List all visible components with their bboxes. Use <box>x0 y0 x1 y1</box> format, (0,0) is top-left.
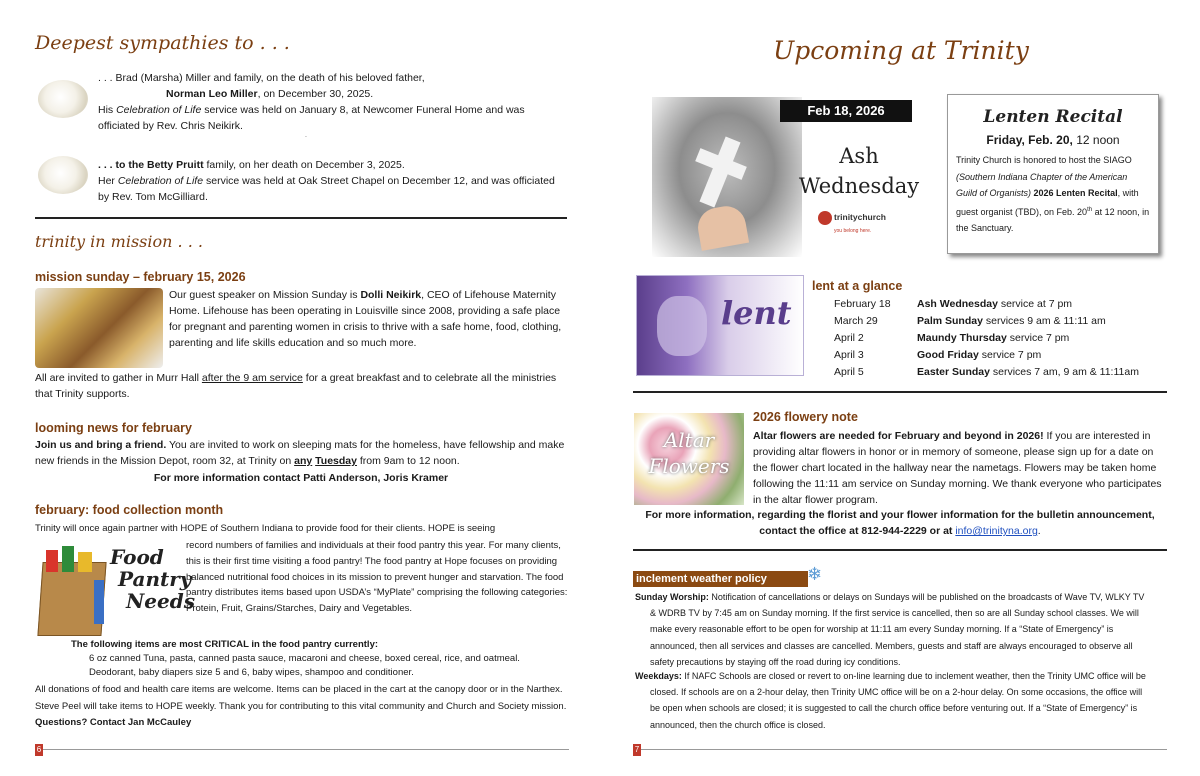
weather-heading: inclement weather policy <box>633 571 808 587</box>
lent-schedule <box>834 296 1164 381</box>
trinity-logo-text: trinitychurch <box>834 212 886 222</box>
lent-row: March 29 Palm Sunday services 9 am & 11:11 am <box>834 315 1106 327</box>
section-divider-right-2 <box>633 549 1167 551</box>
flowers-text: Altar flowers are needed for February and beyond in 2026! If you are interested in providing altar flowers in honor or in memory of someone, please sign up for a date on the flower chart located in the hallway near the nametags. Flowers may be taken home following the 11:11 am service on Sunday morning. We thank everyone who participates in the altar flower program. <box>753 430 1162 506</box>
white-rose-image-2 <box>38 156 88 194</box>
food-pantry-needs-graphic <box>36 540 195 640</box>
section-divider-right-1 <box>633 391 1167 393</box>
lenten-recital-title: Lenten Recital <box>983 107 1123 127</box>
lenten-recital-date: Friday, Feb. 20, 12 noon <box>986 133 1120 147</box>
sympathy-entry-1: . . . Brad (Marsha) Miller and family, on the death of his beloved father, Norman Leo Miller, on December 30, 2025. His Celebration of Life service was held on January 8, at Newcomer Funeral Home and was officiated by Rev. Chris Neikirk. <box>98 72 525 132</box>
trinity-tagline: you belong here. <box>834 228 872 234</box>
ash-date-badge: Feb 18, 2026 <box>780 100 912 122</box>
looming-heading: looming news for february <box>35 421 192 435</box>
snowflake-icon: ❄ <box>807 564 823 584</box>
altar-flowers-graphic <box>634 413 744 505</box>
trinity-logo-icon <box>818 211 832 225</box>
food-heading: february: food collection month <box>35 503 224 517</box>
section-divider <box>35 217 567 219</box>
lent-row: April 2 Maundy Thursday service 7 pm <box>834 332 1070 344</box>
food-critical-items: 6 oz canned Tuna, pasta, canned pasta sauce, macaroni and cheese, boxed cereal, rice, and oatmeal. Deodorant, baby diapers size 5 and 6, baby wipes, shampoo and conditioner. <box>89 653 520 678</box>
food-pantry-needs-text: Food Pantry Needs <box>110 545 195 613</box>
footer-line-left <box>35 749 569 750</box>
lent-row: April 5 Easter Sunday services 7 am, 9 am & 11:11am <box>834 366 1139 378</box>
lent-graphic <box>636 275 804 376</box>
lent-row: April 3 Good Friday service 7 pm <box>834 349 1042 361</box>
white-rose-image <box>38 80 88 118</box>
food-closing: All donations of food and health care items are welcome. Items can be placed in the cart at the canopy door or in the Narthex. Steve Peel will take items to HOPE weekly. Thank you for contributing to this vital community and Church and Society mission. Questions? Contact Jan McCauley <box>35 684 567 728</box>
food-text: record numbers of families and individuals at their food pantry this year. For many clients, this is their first time visiting a food pantry! The food pantry at Hope focuses on providing balanced nutritional food choices in its mission to prevent hunger and starvation. The food pantry distributes items based upon USDA’s “MyPlate” comprising the following categories: Protein, Fruit, Grains/Starches, Dairy and Vegetables. <box>186 540 568 615</box>
lent-heading: lent at a glance <box>812 279 903 293</box>
flowers-more-info: For more information, regarding the florist and your flower information for the bulletin announcement, contact the office at 812-944-2229 or at info@trinityna.org. <box>645 509 1155 537</box>
lenten-recital-text: Trinity Church is honored to host the SIAGO (Southern Indiana Chapter of the American Guild of Organists) 2026 Lenten Recital, with guest organist (TBD), on Feb. 20th at 12 noon, in the Sanctuary. <box>956 155 1150 233</box>
sympathy-title: Deepest sympathies to . . . <box>35 32 290 54</box>
page-number-left: 6 <box>36 745 42 754</box>
weather-sunday: Sunday Worship: Notification of cancellations or delays on Sundays will be published on the broadcasts of Wave TV, WLKY TV & WDRB TV by 7:45 am on Sunday morning. If the first service is cancelled, then so are all Sunday school classes. We will make every reasonable effort to be open for worship at 11:11 am every Sunday morning. If a “State of Emergency” is announced, then all services and classes are cancelled. Members, guests and staff are always encouraged to observe all safety precautions by staying off the road during icy conditions. <box>635 592 1145 667</box>
flowers-heading: 2026 flowery note <box>753 410 858 424</box>
ash-wednesday-graphic <box>652 97 937 257</box>
breakfast-casserole-image <box>35 288 163 368</box>
mission-title: trinity in mission . . . <box>35 232 203 251</box>
food-intro: Trinity will once again partner with HOPE of Southern Indiana to provide food for their clients. HOPE is seeing <box>35 523 496 534</box>
weather-weekdays: Weekdays: If NAFC Schools are closed or revert to on-line learning due to inclement weather, then the Trinity UMC office will be closed. If schools are on a 2-hour delay, then Trinity UMC office will be on a 2-hour delay. On some occasions, the office will be open when schools are closed; it is suggested to call the church office before venturing out. If a “State of Emergency” is announced, then the church office is closed. <box>635 671 1146 730</box>
page-number-right: 7 <box>634 745 640 754</box>
email-link[interactable]: info@trinityna.org <box>955 525 1038 537</box>
food-critical-heading: The following items are most CRITICAL in the food pantry currently: <box>71 639 379 650</box>
lenten-recital-box <box>947 94 1159 254</box>
looming-text: Join us and bring a friend. You are invited to work on sleeping mats for the homeless, have fellowship and make new friends in the Mission Depot, room 32, at Trinity on any Tuesday from 9am to 12 noon. <box>35 439 565 467</box>
mission-sunday-text: Our guest speaker on Mission Sunday is Dolli Neikirk, CEO of Lifehouse Maternity Home. Lifehouse has been operating in Louisville since 2008, providing a safe place for pregnant and parenting women in crisis to thrive with a safe home, food, clothing, parenting and life skills education and so much more. <box>169 289 562 349</box>
ash-wednesday-title: Ash Wednesday <box>798 144 920 198</box>
mission-sunday-invite: All are invited to gather in Murr Hall after the 9 am service for a great breakfast and to celebrate all the ministries that Trinity supports. <box>35 372 557 400</box>
lent-graphic-word: lent <box>721 294 792 332</box>
upcoming-title: Upcoming at Trinity <box>773 36 1029 65</box>
looming-contact: For more information contact Patti Anderson, Joris Kramer <box>153 472 449 484</box>
lent-row: February 18 Ash Wednesday service at 7 pm <box>834 298 1073 310</box>
stray-dot: . <box>305 132 307 139</box>
mission-sunday-heading: mission sunday – february 15, 2026 <box>35 270 246 284</box>
footer-line-right <box>633 749 1167 750</box>
sympathy-entry-2: . . . to the Betty Pruitt family, on her death on December 3, 2025. Her Celebration of Life service was held at Oak Street Chapel on December 12, and was officiated by Rev. Tom McGilliard. <box>98 159 555 203</box>
altar-flowers-text: Altar Flowers <box>648 428 730 478</box>
